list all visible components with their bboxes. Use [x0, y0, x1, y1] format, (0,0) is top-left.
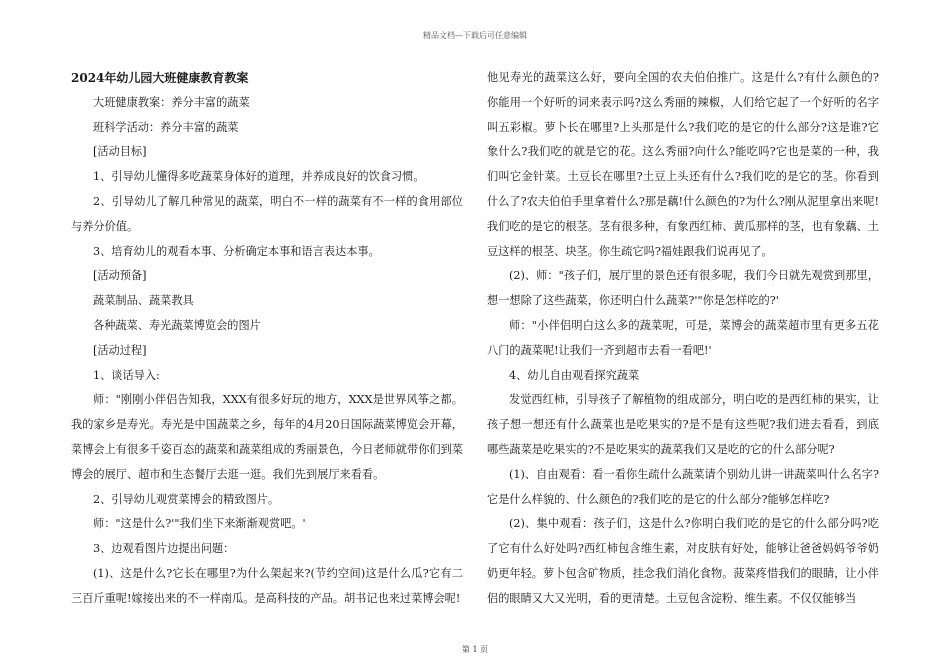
paragraph: (2)、师："孩子们，展厅里的景色还有很多呢，我们今日就先观赏到那里，想一想除了这些蔬菜，你还明白什么蔬菜?'"你是怎样吃的?'	[487, 269, 879, 308]
right-column	[487, 66, 879, 612]
paragraph: (1)、自由观看：看一看你生疏什么蔬菜请个别幼儿讲一讲蔬菜叫什么名字?它是什么样貌的、什么颜色的?我们吃的是它的什么部分?能够怎样吃?	[487, 467, 879, 506]
document-title: 2024年幼儿园大班健康教育教案	[71, 71, 249, 85]
paragraph: 师："刚刚小伴侣告知我，XXX有很多好玩的地方，XXX是世界风筝之都。我的家乡是寿光。寿光是中国蔬菜之乡，每年的4月20日国际蔬菜博览会开幕，菜博会上有很多千姿百态的蔬菜和蔬菜组成的秀丽景色，今日老师就带你们到菜博会的展厅、超市和生态餐厅去逛一逛。我们先到展厅来看看。	[71, 393, 463, 481]
paragraph: 2、引导幼儿观赏菜博会的精致图片。	[93, 492, 280, 506]
section-heading: [活动目标]	[93, 145, 147, 159]
page-header: 精品文档—下载后可任意编辑	[423, 31, 527, 40]
paragraph: 师："小伴侣明白这么多的蔬菜呢，可是，菜博会的蔬菜超市里有更多五花八门的蔬菜呢!让我们一齐到超市去看一看吧!'	[487, 318, 879, 357]
paragraph: 师："这是什么?'"我们坐下来渐渐观赏吧。'	[93, 517, 306, 531]
paragraph: 各种蔬菜、寿光蔬菜博览会的图片	[93, 318, 261, 332]
section-heading: [活动过程]	[93, 343, 147, 357]
paragraph: 1、谈话导入:	[93, 368, 160, 382]
paragraph: (1)、这是什么?它长在哪里?为什么架起来?(节约空间)这是什么瓜?它有二三百斤重呢!嫁接出来的不一样南瓜。是高科技的产品。胡书记也来过菜博会呢!	[71, 566, 463, 605]
paragraph: 发觉西红柿，引导孩子了解植物的组成部分，明白吃的是西红柿的果实，让孩子想一想还有什么蔬菜也是吃果实的?是不是有这些呢?我们进去看看，到底哪些蔬菜是吃果实的?不是吃果实的蔬菜我们又是吃的它的什么部分呢?	[487, 393, 879, 456]
paragraph: 1、引导幼儿懂得多吃蔬菜身体好的道理，并养成良好的饮食习惯。	[93, 170, 425, 184]
paragraph: 3、培育幼儿的观看本事、分析确定本事和语言表达本事。	[93, 244, 380, 258]
paragraph: (2)、集中观看：孩子们，这是什么?你明白我们吃的是它的什么部分吗?吃了它有什么好处吗?西红柿包含维生素，对皮肤有好处，能够让爸爸妈妈爷爷奶奶更年轻。萝卜包含矿物质，挂念我们消化食物。菠菜疼惜我们的眼睛，让小伴侣的眼睛又大又光明，看的更清楚。土豆包含淀粉、维生素。不仅仅能够当	[487, 517, 879, 605]
paragraph: 班科学活动：养分丰富的蔬菜	[93, 120, 239, 134]
paragraph: 3、边观看图片边提出问题：	[93, 542, 235, 556]
paragraph: 2、引导幼儿了解几种常见的蔬菜，明白不一样的蔬菜有不一样的食用部位与养分价值。	[71, 194, 463, 233]
paragraph: 4、幼儿自由观看探究蔬菜	[509, 368, 640, 382]
section-heading: [活动预备]	[93, 269, 147, 283]
paragraph: 蔬菜制品、蔬菜教具	[93, 294, 194, 308]
paragraph: 大班健康教案：养分丰富的蔬菜	[93, 95, 250, 109]
paragraph: 他见寿光的蔬菜这么好，要向全国的农夫伯伯推广。这是什么?有什么颜色的?你能用一个好听的词来表示吗?这么秀丽的辣椒，人们给它起了一个好听的名字叫五彩椒。萝卜长在哪里?上头那是什么?我们吃的是它的什么部分?这是谁?它象什么?我们吃的就是它的花。这么秀丽?向什么?能吃吗?它也是菜的一种，我们叫它金针菜。土豆长在哪里?土豆上头还有什么?我们吃的是它的茎。你看到什么了?农夫伯伯手里拿着什么?那是藕!什么颜色的?为什么?刚从泥里拿出来呢!我们吃的是它的根茎。茎有很多种，有象西红柿、黄瓜那样的茎，也有象藕、土豆这样的根茎、块茎。你生疏它吗?福娃跟我们说再见了。	[487, 71, 879, 258]
left-column	[71, 66, 463, 612]
page-number: 第 1 页	[461, 645, 489, 654]
